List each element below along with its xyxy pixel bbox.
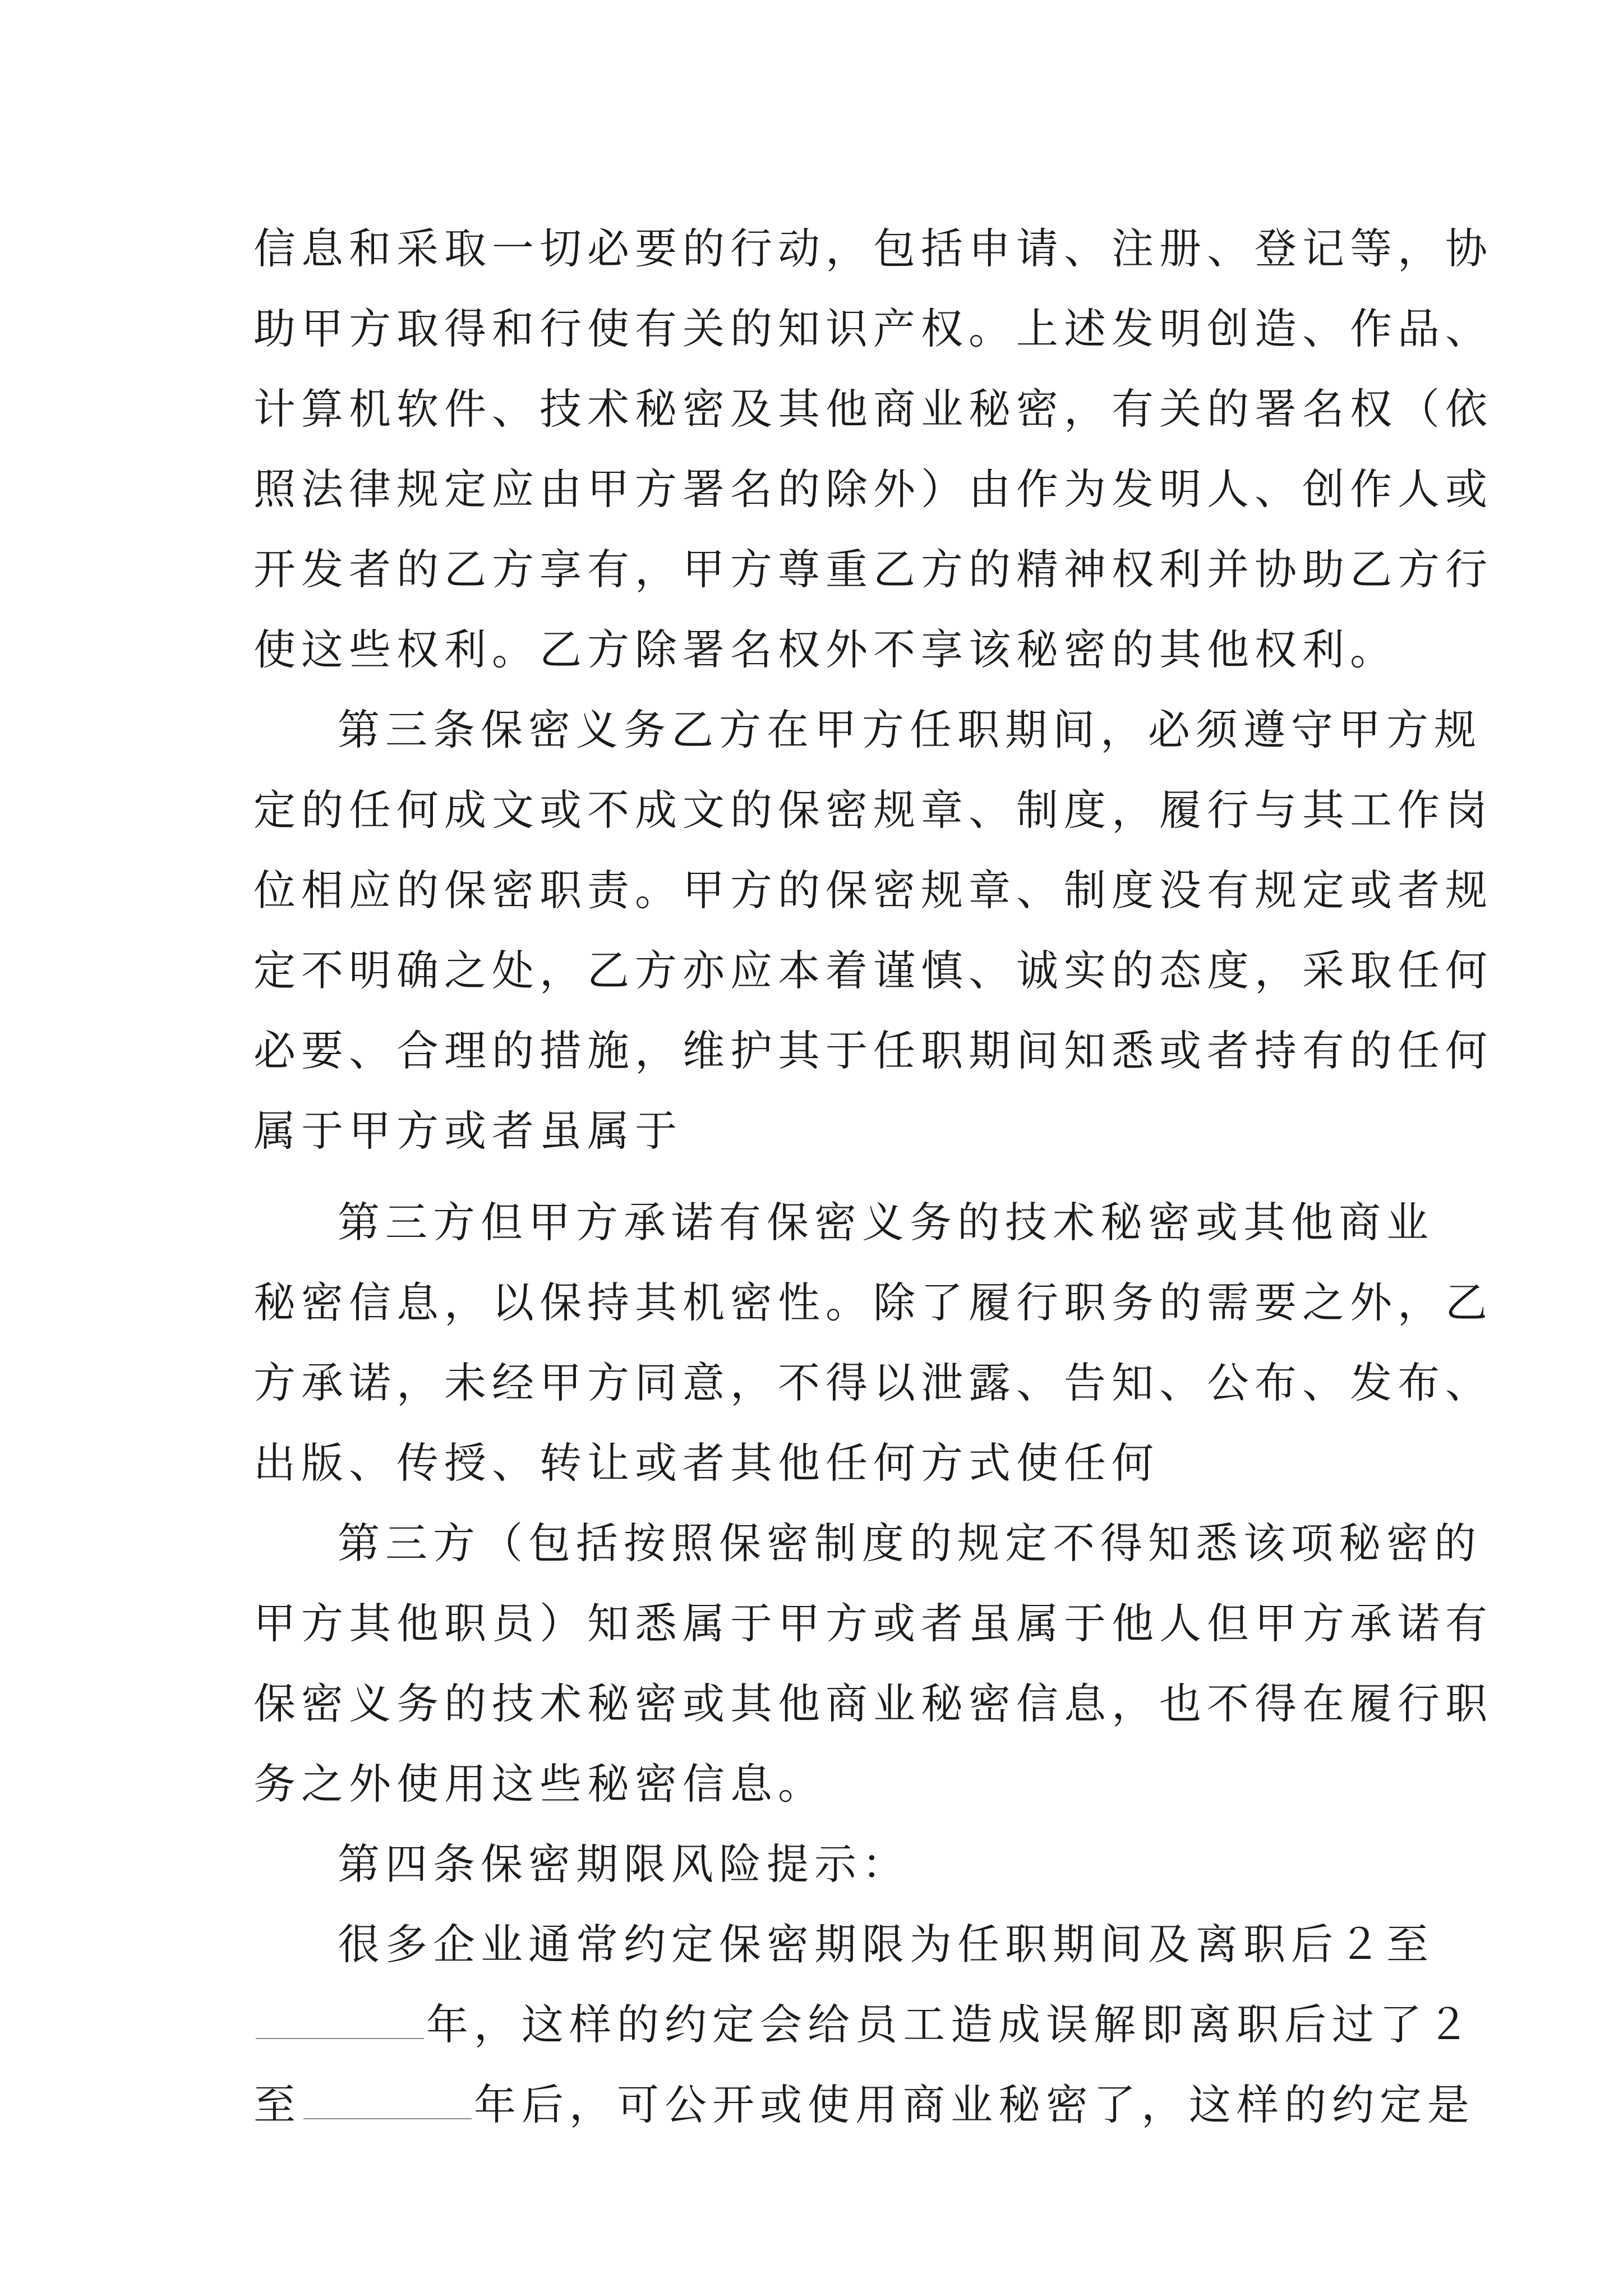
paragraph — [253, 690, 1493, 1171]
paragraph — [253, 1904, 1476, 2145]
text-line: 使这些权利。乙方除署名权外不享该秘密的其他权利。 — [253, 625, 1398, 674]
text-line: 开发者的乙方享有，甲方尊重乙方的精神权利并协助乙方行 — [253, 545, 1493, 594]
document-page — [253, 209, 1493, 2145]
text-line: 照法律规定应由甲方署名的除外）由作为发明人、创作人或 — [253, 464, 1493, 514]
text-line: 计算机软件、技术秘密及其他商业秘密，有关的署名权（依 — [253, 384, 1493, 434]
text-span: 年后，可公开或使用商业秘密了，这样的约定是 — [474, 2080, 1476, 2129]
text-line: 定不明确之处，乙方亦应本着谨慎、诚实的态度，采取任何 — [253, 946, 1493, 995]
text-line: 第三方但甲方承诺有保密义务的技术秘密或其他商业 — [338, 1198, 1435, 1247]
text-line: 保密义务的技术秘密或其他商业秘密信息，也不得在履行职 — [253, 1679, 1493, 1728]
text-line: 定的任何成文或不成文的保密规章、制度，履行与其工作岗 — [253, 785, 1493, 835]
text-line: 第三条保密义务乙方在甲方任职期间，必须遵守甲方规 — [338, 705, 1482, 754]
paragraph — [253, 209, 1493, 690]
text-line: 甲方其他职员）知悉属于甲方或者虽属于他人但甲方承诺有 — [253, 1599, 1493, 1648]
text-line: 信息和采取一切必要的行动，包括申请、注册、登记等，协 — [253, 224, 1493, 273]
text-line: 第三方（包括按照保密制度的规定不得知悉该项秘密的 — [338, 1519, 1482, 1568]
text-line: 务之外使用这些秘密信息。 — [253, 1759, 826, 1809]
text-line: 必要、合理的措施，维护其于任职期间知悉或者持有的任何 — [253, 1026, 1493, 1075]
text-line: 方承诺，未经甲方同意，不得以泄露、告知、公布、发布、 — [253, 1358, 1493, 1407]
text-line: 助甲方取得和行使有关的知识产权。上述发明创造、作品、 — [253, 304, 1493, 353]
text-span: 至 — [253, 2080, 302, 2129]
paragraph — [253, 1824, 1398, 1904]
text-line: 位相应的保密职责。甲方的保密规章、制度没有规定或者规 — [253, 866, 1493, 915]
paragraph — [253, 1503, 1493, 1824]
paragraph — [253, 1182, 1493, 1503]
text-line: 很多企业通常约定保密期限为任职期间及离职后２至 — [338, 1920, 1435, 1969]
text-line: 第四条保密期限风险提示： — [338, 1839, 910, 1889]
text-line: 属于甲方或者虽属于 — [253, 1106, 683, 1156]
text-line: 秘密信息，以保持其机密性。除了履行职务的需要之外，乙 — [253, 1278, 1493, 1327]
text-span: 年，这样的约定会给员工造成误解即离职后过了２ — [426, 2000, 1476, 2049]
fill-in-blank — [256, 2002, 424, 2039]
text-line — [253, 1985, 1476, 2065]
fill-in-blank — [303, 2082, 472, 2119]
text-line: 出版、传授、转让或者其他任何方式使任何 — [253, 1438, 1160, 1488]
text-line — [253, 2065, 1476, 2145]
